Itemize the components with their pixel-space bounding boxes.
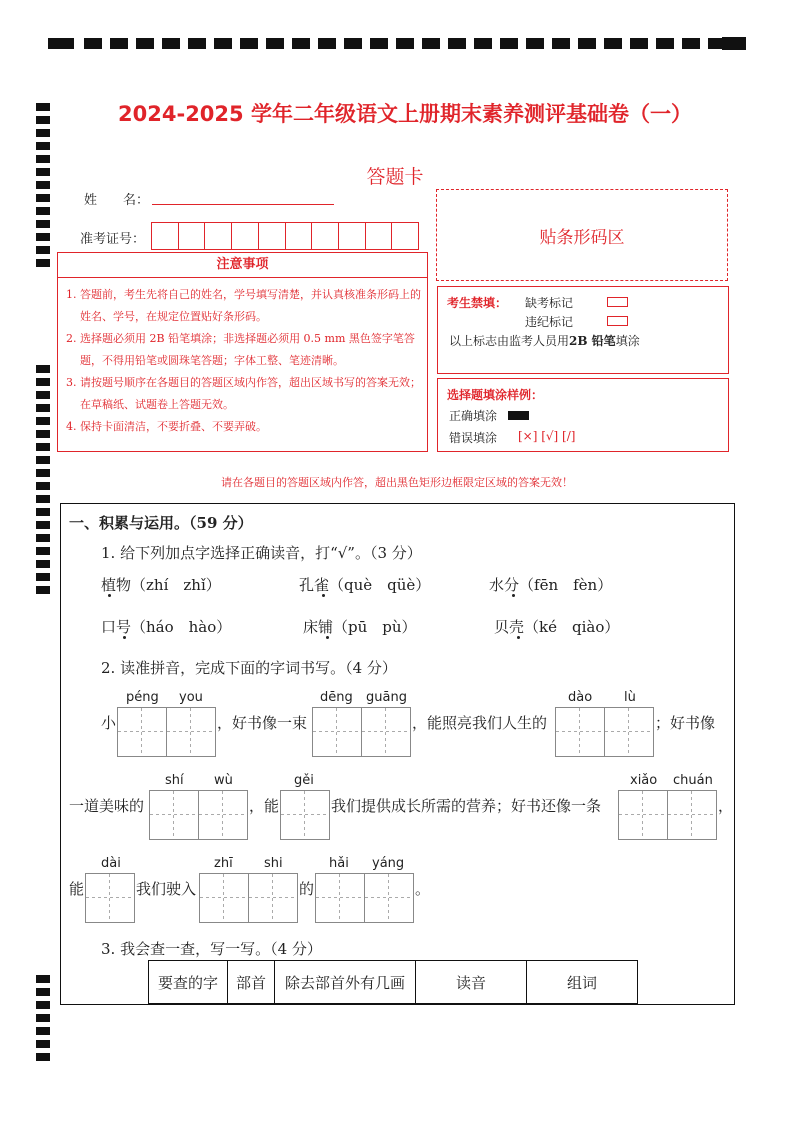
barcode-area: [436, 189, 728, 281]
alignment-mark: [36, 430, 50, 438]
q1-options: （pū pù）: [333, 618, 417, 636]
proctor-note-bold: 2B 铅笔: [569, 334, 616, 348]
alignment-mark: [36, 103, 50, 111]
alignment-mark: [136, 38, 154, 49]
alignment-mark: [36, 521, 50, 529]
answer-sheet-label: 答题卡: [366, 166, 424, 188]
q1-options: （háo hào）: [131, 618, 232, 636]
writing-grid[interactable]: [667, 790, 717, 840]
alignment-mark: [36, 207, 50, 215]
writing-grid[interactable]: [85, 873, 135, 923]
pinyin: chuán: [673, 773, 713, 788]
writing-grid[interactable]: [315, 873, 365, 923]
emphasis-dot: [322, 594, 325, 597]
alignment-mark: [36, 560, 50, 568]
sentence-text: ，能照亮我们人生的: [412, 714, 548, 732]
emphasis-dot: [108, 594, 111, 597]
writing-grid[interactable]: [166, 707, 216, 757]
alignment-mark: [84, 38, 102, 49]
proctor-only-box: [437, 286, 729, 374]
pinyin: shí: [165, 773, 184, 788]
writing-grid[interactable]: [198, 790, 248, 840]
exam-title: 2024-2025 学年二年级语文上册期末素养测评基础卷（一）: [118, 102, 692, 126]
writing-grid[interactable]: [248, 873, 298, 923]
notice-item: 2. 选择题必须用 2B 铅笔填涂；非选择题必须用 0.5 mm 黑色签字笔答题，不得用铅笔或圆珠笔答题；字体工整、笔迹清晰。: [66, 332, 415, 367]
writing-grid[interactable]: [280, 790, 330, 840]
sentence-text: ，: [718, 797, 734, 815]
alignment-mark: [36, 168, 50, 176]
alignment-mark: [318, 38, 336, 49]
sentence-text: 能: [69, 880, 85, 898]
writing-grid[interactable]: [149, 790, 199, 840]
notice-heading: 注意事项: [58, 253, 427, 278]
question-2-stem: 2. 读准拼音，完成下面的字词书写。（4 分）: [101, 659, 397, 677]
alignment-mark: [36, 1053, 50, 1061]
alignment-mark: [36, 573, 50, 581]
alignment-mark: [48, 38, 74, 49]
name-label: 姓 名：: [84, 193, 150, 208]
alignment-mark: [36, 404, 50, 412]
sentence-text: 一道美味的: [69, 797, 145, 815]
section-title: 一、积累与运用。（59 分）: [69, 514, 253, 532]
proctor-note-prefix: 以上标志由监考人员用: [449, 334, 570, 348]
emphasis-dot: [517, 636, 520, 639]
alignment-mark: [344, 38, 362, 49]
pinyin: xiǎo: [630, 773, 658, 788]
alignment-mark: [162, 38, 180, 49]
barcode-label: 贴条形码区: [539, 227, 625, 248]
absent-mark-box[interactable]: [607, 297, 628, 307]
alignment-mark: [214, 38, 232, 49]
pinyin: dào: [568, 690, 593, 705]
alignment-mark: [36, 220, 50, 228]
emphasis-dot: [326, 636, 329, 639]
alignment-mark: [36, 142, 50, 150]
alignment-mark: [36, 129, 50, 137]
q1-word: 口号: [101, 618, 132, 636]
alignment-mark: [448, 38, 466, 49]
writing-grid[interactable]: [199, 873, 249, 923]
fill-example-box: [437, 378, 729, 452]
proctor-label: 考生禁填：: [447, 296, 508, 310]
alignment-mark: [36, 1027, 50, 1035]
alignment-mark: [474, 38, 492, 49]
table-header: 部首: [228, 961, 275, 1004]
pinyin: yáng: [372, 856, 405, 871]
alignment-mark: [292, 38, 310, 49]
alignment-mark: [722, 37, 746, 50]
alignment-mark: [36, 365, 50, 373]
q1-item[interactable]: [494, 616, 619, 637]
table-header-row: [149, 961, 638, 1004]
q1-word: 贝壳: [494, 618, 525, 636]
q1-item[interactable]: [101, 574, 221, 595]
proctor-note-suffix: 填涂: [615, 334, 640, 348]
alignment-mark: [36, 233, 50, 241]
emphasis-dot: [123, 636, 126, 639]
alignment-mark: [604, 38, 622, 49]
wrong-fill-label: 错误填涂: [449, 431, 498, 445]
correct-fill-sample: [508, 411, 529, 420]
pinyin: gěi: [294, 773, 314, 788]
alignment-mark: [36, 1040, 50, 1048]
alignment-mark: [682, 38, 700, 49]
alignment-mark: [370, 38, 388, 49]
alignment-mark: [36, 975, 50, 983]
alignment-mark: [36, 391, 50, 399]
alignment-mark: [36, 443, 50, 451]
alignment-mark: [630, 38, 648, 49]
writing-grid[interactable]: [555, 707, 605, 757]
question-3-stem: 3. 我会查一查，写一写。（4 分）: [101, 940, 322, 958]
pinyin: wù: [214, 773, 233, 788]
q1-item[interactable]: [101, 616, 231, 637]
alignment-mark: [36, 1014, 50, 1022]
writing-grid[interactable]: [364, 873, 414, 923]
alignment-mark: [36, 194, 50, 202]
lookup-table: [148, 960, 638, 1004]
fill-example-label: 选择题填涂样例：: [447, 388, 544, 402]
writing-grid[interactable]: [312, 707, 362, 757]
notice-item: 3. 请按题号顺序在各题目的答题区域内作答，超出区域书写的答案无效；在草稿纸、试题卷上答题无效。: [66, 376, 421, 411]
pinyin: zhī: [214, 856, 233, 871]
alignment-mark: [36, 246, 50, 254]
table-header: 读音: [416, 961, 527, 1004]
alignment-mark: [656, 38, 674, 49]
q1-options: （zhí zhǐ）: [131, 576, 221, 594]
pinyin: hǎi: [329, 856, 349, 871]
alignment-mark: [578, 38, 596, 49]
sentence-text: 我们驶入: [136, 880, 197, 898]
alignment-mark: [36, 547, 50, 555]
alignment-mark: [36, 469, 50, 477]
q1-word: 水分: [489, 576, 520, 594]
notice-box: [57, 252, 428, 452]
violation-mark-box[interactable]: [607, 316, 628, 326]
alignment-mark: [36, 534, 50, 542]
writing-grid[interactable]: [361, 707, 411, 757]
answer-area-warning: 请在各题目的答题区域内作答，超出黑色矩形边框限定区域的答案无效！: [221, 476, 573, 489]
pinyin: dēng: [320, 690, 353, 705]
alignment-mark: [36, 988, 50, 996]
q1-item[interactable]: [489, 574, 612, 595]
exam-id-label: 准考证号：: [80, 232, 146, 247]
sentence-text: ，好书像一束: [217, 714, 308, 732]
table-header: 组词: [527, 961, 638, 1004]
table-header: 除去部首外有几画: [275, 961, 416, 1004]
notice-item: 4. 保持卡面清洁，不要折叠、不要弄破。: [66, 420, 267, 433]
writing-grid[interactable]: [604, 707, 654, 757]
alignment-mark: [500, 38, 518, 49]
alignment-mark: [240, 38, 258, 49]
alignment-marks-top: [48, 38, 748, 52]
q1-item[interactable]: [303, 616, 417, 637]
alignment-mark: [266, 38, 284, 49]
pinyin: you: [179, 690, 203, 705]
question-1-stem: 1. 给下列加点字选择正确读音，打“√”。（3 分）: [101, 544, 422, 562]
q1-word: 床铺: [303, 618, 334, 636]
alignment-mark: [526, 38, 544, 49]
sentence-text: 我们提供成长所需的营养；好书还像一条: [331, 797, 602, 815]
q1-word: 植物: [101, 576, 132, 594]
correct-fill-label: 正确填涂: [449, 409, 498, 423]
notice-item: 1. 答题前，考生先将自己的姓名，学号填写清楚，并认真核准条形码上的姓名、学号，在规定位置贴好条形码。: [66, 288, 421, 323]
alignment-mark: [36, 482, 50, 490]
q1-item[interactable]: [299, 574, 430, 595]
alignment-mark: [36, 495, 50, 503]
alignment-mark: [36, 1001, 50, 1009]
pinyin: dài: [101, 856, 121, 871]
sentence-text: 的: [299, 880, 315, 898]
proctor-note: [449, 332, 640, 349]
q1-word: 孔雀: [299, 576, 330, 594]
alignment-mark: [36, 508, 50, 516]
alignment-mark: [110, 38, 128, 49]
sentence-text: 小: [101, 714, 117, 732]
absent-mark-label: 缺考标记: [525, 296, 574, 310]
alignment-mark: [188, 38, 206, 49]
writing-grid[interactable]: [618, 790, 668, 840]
table-header: 要查的字: [149, 961, 228, 1004]
pinyin: shi: [264, 856, 283, 871]
alignment-mark: [36, 155, 50, 163]
sentence-text: 。: [415, 880, 431, 898]
wrong-fill-samples: [×] [√] [/]: [518, 429, 576, 443]
answer-area: [60, 503, 735, 1005]
exam-id-field[interactable]: [151, 222, 419, 250]
alignment-mark: [396, 38, 414, 49]
q1-options: （ké qiào）: [524, 618, 620, 636]
pinyin: lù: [624, 690, 636, 705]
q1-options: （què qüè）: [329, 576, 431, 594]
pinyin: péng: [126, 690, 159, 705]
alignment-mark: [552, 38, 570, 49]
sentence-text: ；好书像: [655, 714, 716, 732]
alignment-mark: [36, 586, 50, 594]
name-field[interactable]: [152, 204, 334, 205]
q1-options: （fēn fèn）: [519, 576, 613, 594]
alignment-mark: [36, 116, 50, 124]
sentence-text: ，能: [249, 797, 280, 815]
alignment-mark: [422, 38, 440, 49]
alignment-mark: [36, 417, 50, 425]
alignment-mark: [36, 259, 50, 267]
emphasis-dot: [512, 594, 515, 597]
alignment-mark: [36, 181, 50, 189]
alignment-mark: [36, 378, 50, 386]
alignment-mark: [36, 456, 50, 464]
pinyin: guāng: [366, 690, 407, 705]
violation-mark-label: 违纪标记: [525, 315, 574, 329]
writing-grid[interactable]: [117, 707, 167, 757]
